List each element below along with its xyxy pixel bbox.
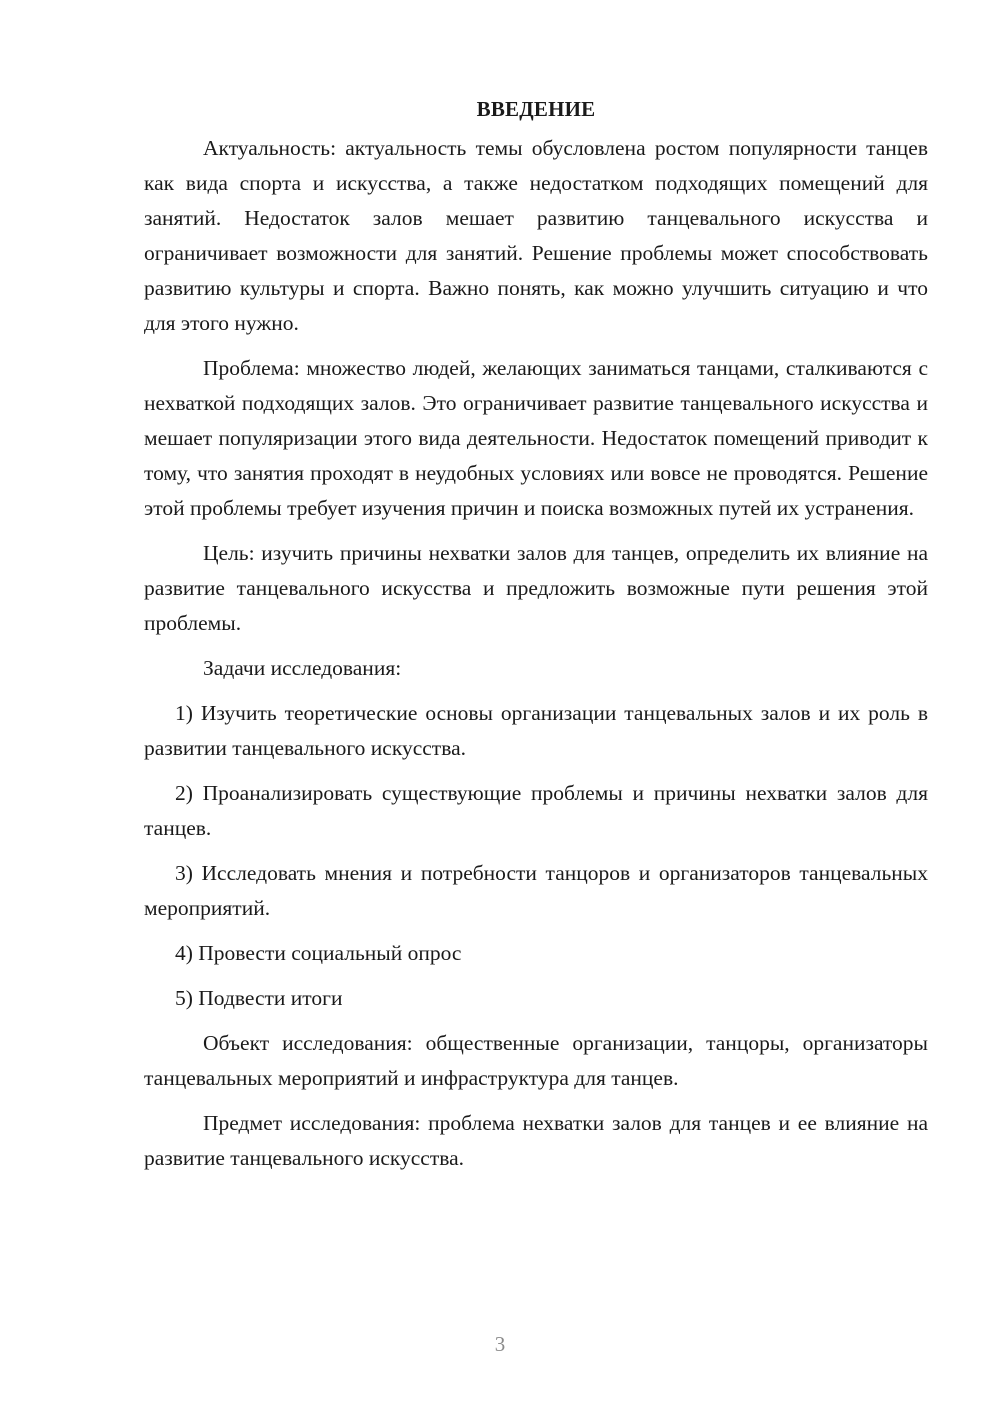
list-item: 3) Исследовать мнения и потребности танцоров и организаторов танцевальных мероприятий.: [144, 861, 928, 920]
paragraph-goal: Цель: изучить причины нехватки залов для танцев, определить их влияние на развитие танцевального искусства и предложить возможные пути решения этой проблемы.: [144, 541, 928, 635]
document-page: [144, 92, 928, 1176]
paragraph-problem: Проблема: множество людей, желающих заниматься танцами, сталкиваются с нехваткой подходящих залов. Это ограничивает развитие танцевального искусства и мешает популяризации этого вида деятельности. Недостаток помещений приводит к тому, что занятия проходят в неудобных условиях или вовсе не проводятся. Решение этой проблемы требует изучения причин и поиска возможных путей их устранения.: [144, 356, 928, 520]
list-item: 4) Провести социальный опрос: [175, 941, 462, 965]
paragraph-subject: Предмет исследования: проблема нехватки залов для танцев и ее влияние на развитие танцевального искусства.: [144, 1111, 928, 1170]
page-title: ВВЕДЕНИЕ: [476, 97, 596, 121]
list-item: 1) Изучить теоретические основы организации танцевальных залов и их роль в развитии танцевального искусства.: [144, 701, 928, 760]
tasks-title: Задачи исследования:: [203, 656, 402, 680]
page-number: 3: [494, 1332, 506, 1356]
list-item: 2) Проанализировать существующие проблемы и причины нехватки залов для танцев.: [144, 781, 928, 840]
paragraph-object: Объект исследования: общественные организации, танцоры, организаторы танцевальных мероприятий и инфраструктура для танцев.: [144, 1031, 928, 1090]
tasks-list: [144, 696, 928, 1016]
list-item: 5) Подвести итоги: [175, 986, 343, 1010]
paragraph-relevance: Актуальность: актуальность темы обусловлена ростом популярности танцев как вида спорта и искусства, а также недостатком подходящих помещений для занятий. Недостаток залов мешает развитию танцевального искусства и ограничивает возможности для занятий. Решение проблемы может способствовать развитию культуры и спорта. Важно понять, как можно улучшить ситуацию и что для этого нужно.: [144, 136, 928, 335]
